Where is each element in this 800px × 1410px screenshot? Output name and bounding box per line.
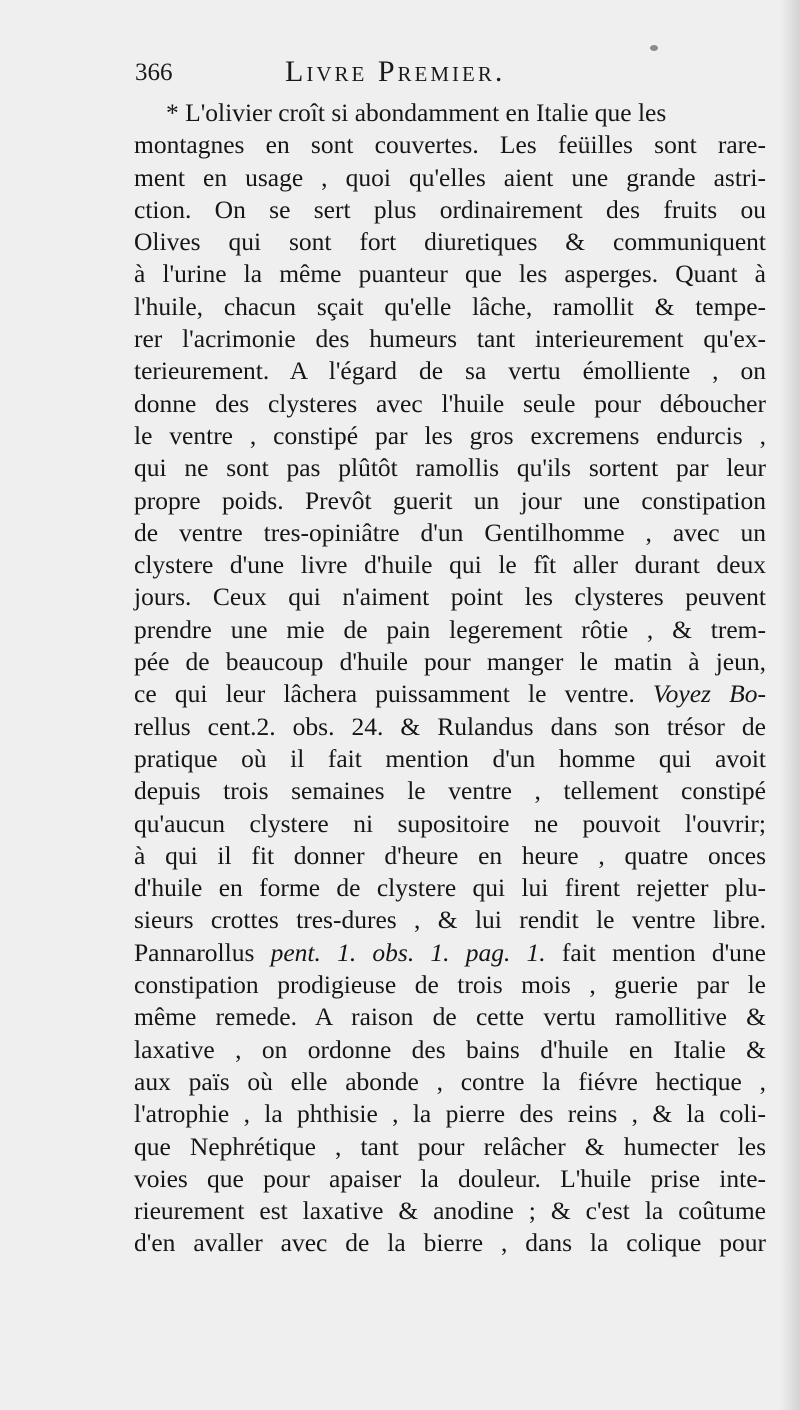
italic-reference: Voyez Bo- [652,679,766,709]
running-head: Livre Premier. [285,55,506,88]
text-line: Olives qui sont fort diuretiques & communiquent [134,227,766,257]
italic-reference: pent. 1. obs. 1. pag. 1. [270,937,546,967]
text-line: rer l'acrimonie des humeurs tant interieurement qu'ex- [134,324,766,354]
text-line-with-reference [134,678,766,710]
text-line-with-reference [134,937,766,969]
page-header [135,55,775,97]
text-line: jours. Ceux qui n'aiment point les clysteres peuvent [134,582,766,612]
text-segment: ce qui leur lâchera puissamment le ventre. [134,679,635,709]
page-edge-shadow [780,0,800,1410]
text-line: rellus cent.2. obs. 24. & Rulandus dans son trésor de [134,711,766,741]
text-line: * L'olivier croît si abondamment en Italie que les [166,98,667,127]
text-segment: fait mention d'une [561,937,767,967]
text-line: montagnes en sont couvertes. Les feüilles sont rare- [134,130,766,160]
text-line: clystere d'une livre d'huile qui le fît aller durant deux [134,550,766,580]
text-line: de ventre tres-opiniâtre d'un Gentilhomme , avec un [134,517,766,547]
page-number: 366 [135,59,173,86]
text-line: le ventre , constipé par les gros excremens endurcis , [134,420,766,450]
text-line: donne des clysteres avec l'huile seule pour déboucher [134,388,766,418]
text-line: ment en usage , quoi qu'elles aient une grande astri- [134,162,766,192]
text-line: voies que pour apaiser la douleur. L'huile prise inte- [134,1163,766,1193]
ink-smudge [650,45,658,51]
text-line: d'en avaller avec de la bierre , dans la colique pour [134,1228,766,1258]
text-line: pratique où il fait mention d'un homme qui avoit [134,743,766,773]
text-line: l'huile, chacun sçait qu'elle lâche, ramollit & tempe- [134,291,766,321]
text-line: qu'aucun clystere ni supositoire ne pouvoit l'ouvrir; [134,808,766,838]
text-line: l'atrophie , la phthisie , la pierre des reins , & la coli- [134,1099,766,1129]
text-line: propre poids. Prevôt guerit un jour une constipation [134,485,766,515]
text-line: même remede. A raison de cette vertu ramollitive & [134,1002,766,1032]
text-line: prendre une mie de pain legerement rôtie , & trem- [134,614,766,644]
text-line: à qui il fit donner d'heure en heure , quatre onces [134,840,766,870]
text-line: pée de beaucoup d'huile pour manger le matin à jeun, [134,647,766,677]
text-line: sieurs crottes tres-dures , & lui rendit le ventre libre. [134,905,766,935]
text-line: constipation prodigieuse de trois mois , guerie par le [134,970,766,1000]
text-line: aux païs où elle abonde , contre la fiévre hectique , [134,1066,766,1096]
text-segment: Pannarollus [134,937,255,967]
text-line: à l'urine la même puanteur que les asperges. Quant à [134,259,766,289]
text-line: depuis trois semaines le ventre , tellement constipé [134,776,766,806]
text-line: d'huile en forme de clystere qui lui firent rejetter plu- [134,873,766,903]
text-line: terieurement. A l'égard de sa vertu émolliente , on [134,356,766,386]
text-line: ction. On se sert plus ordinairement des fruits ou [134,194,766,224]
text-line: laxative , on ordonne des bains d'huile en Italie & [134,1034,766,1064]
text-line: rieurement est laxative & anodine ; & c'est la coûtume [134,1196,766,1226]
text-line: qui ne sont pas plûtôt ramollis qu'ils sortent par leur [134,453,766,483]
text-line: que Nephrétique , tant pour relâcher & humecter les [134,1131,766,1161]
body-text [134,97,766,1260]
